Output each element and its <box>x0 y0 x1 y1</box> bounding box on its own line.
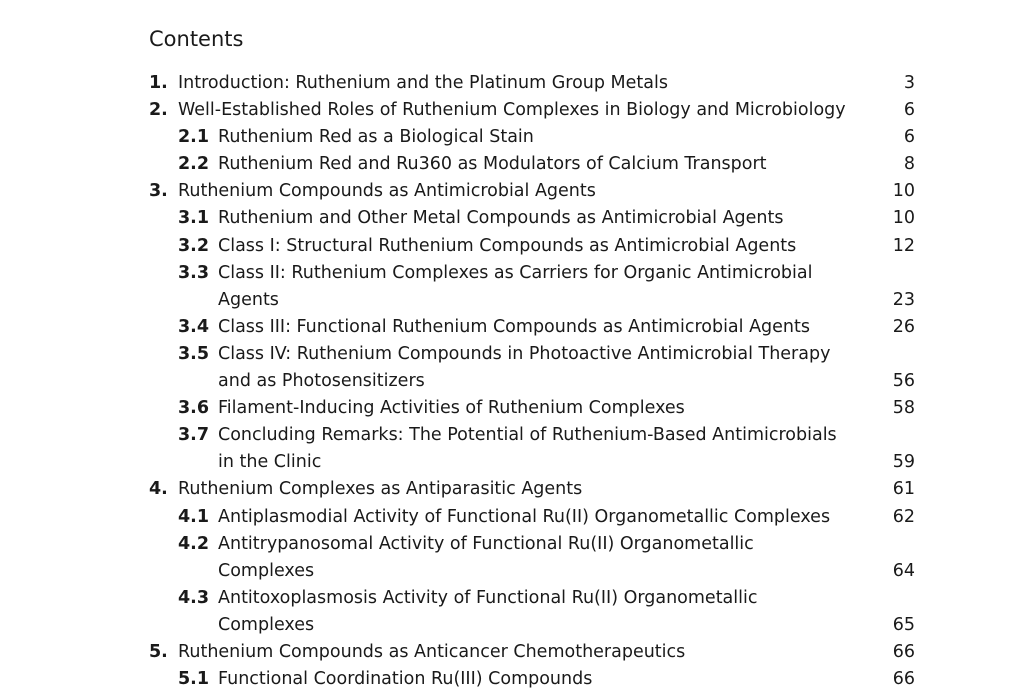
toc-entry-3-3 <box>149 260 915 314</box>
page-number: 3 <box>903 73 915 93</box>
section-title: Class IV: Ruthenium Compounds in Photoactive Antimicrobial Therapy and as Photosensitizers <box>218 343 831 392</box>
section-title: Ruthenium Compounds as Anticancer Chemotherapeutics <box>178 641 686 662</box>
section-number: 4.3 <box>178 587 210 608</box>
section-title: Ruthenium Red and Ru360 as Modulators of Calcium Transport <box>218 154 767 175</box>
section-title: Class I: Structural Ruthenium Compounds as Antimicrobial Agents <box>218 235 797 256</box>
section-number: 5.1 <box>178 669 210 690</box>
section-title: Ruthenium and Other Metal Compounds as Antimicrobial Agents <box>218 208 784 229</box>
section-number: 3.3 <box>178 262 210 283</box>
section-number: 1. <box>149 73 168 93</box>
section-title: Antitrypanosomal Activity of Functional Ru(II) Organometallic Complexes <box>218 533 754 581</box>
page-number: 10 <box>892 208 915 229</box>
page-number: 66 <box>892 669 915 690</box>
toc-entry-3-7 <box>149 422 915 476</box>
page-number: 59 <box>892 452 915 473</box>
toc-entry-4-3 <box>149 585 915 639</box>
section-title: Antitoxoplasmosis Activity of Functional Ru(II) Organometallic Complexes <box>218 587 758 635</box>
toc-entry-2 <box>149 97 915 124</box>
toc-entry-3-5 <box>149 341 915 395</box>
page-number: 56 <box>892 371 915 392</box>
section-number: 4. <box>149 479 168 500</box>
toc-entry-4-1 <box>149 504 915 531</box>
section-number: 3.5 <box>178 343 210 364</box>
section-number: 4.1 <box>178 506 210 527</box>
toc-entry-3-1 <box>149 205 915 232</box>
section-title: Class III: Functional Ruthenium Compounds as Antimicrobial Agents <box>218 316 811 337</box>
section-number: 3.4 <box>178 316 210 337</box>
page-number: 8 <box>903 154 915 175</box>
toc-entry-2-2 <box>149 151 915 178</box>
toc-entry-3 <box>149 178 915 205</box>
toc-entry-3-2 <box>149 233 915 260</box>
section-title: Ruthenium Complexes as Antiparasitic Agents <box>178 479 583 500</box>
page-number: 58 <box>892 398 915 419</box>
toc-entry-3-6 <box>149 395 915 422</box>
section-number: 2.2 <box>178 154 210 175</box>
section-number: 3.6 <box>178 398 210 419</box>
section-title: Ruthenium Red as a Biological Stain <box>218 127 534 148</box>
page-number: 6 <box>903 127 915 148</box>
section-number: 2. <box>149 100 168 121</box>
section-title: Concluding Remarks: The Potential of Ruthenium-Based Antimicrobials in the Clinic <box>218 425 837 473</box>
section-title: Filament-Inducing Activities of Ruthenium Complexes <box>218 398 685 419</box>
section-number: 3.2 <box>178 235 210 256</box>
contents-heading: Contents <box>149 27 244 51</box>
toc-entry-1 <box>149 70 915 97</box>
section-title: Ruthenium Compounds as Antimicrobial Agents <box>178 181 596 202</box>
toc-entry-4 <box>149 476 915 503</box>
page-number: 23 <box>892 289 915 310</box>
section-title: Class II: Ruthenium Complexes as Carriers for Organic Antimicrobial Agents <box>218 262 813 310</box>
page-number: 65 <box>892 614 915 635</box>
page-number: 10 <box>892 181 915 202</box>
section-number: 4.2 <box>178 533 210 554</box>
section-title: Well-Established Roles of Ruthenium Complexes in Biology and Microbiology <box>178 100 846 121</box>
page-number: 26 <box>892 316 915 337</box>
section-number: 3.7 <box>178 425 210 446</box>
section-number: 5. <box>149 641 168 662</box>
page-number: 12 <box>892 235 915 256</box>
section-number: 3.1 <box>178 208 210 229</box>
page-number: 64 <box>892 560 915 581</box>
section-title: Introduction: Ruthenium and the Platinum Group Metals <box>178 73 668 93</box>
section-title: Functional Coordination Ru(III) Compounds <box>218 669 593 690</box>
page-number: 62 <box>892 506 915 527</box>
toc-entry-5 <box>149 639 915 666</box>
section-number: 2.1 <box>178 127 210 148</box>
page-number: 66 <box>892 641 915 662</box>
section-number: 3. <box>149 181 168 202</box>
toc-entry-4-2 <box>149 531 915 585</box>
toc-entry-2-1 <box>149 124 915 151</box>
page-number: 6 <box>903 100 915 121</box>
section-title: Antiplasmodial Activity of Functional Ru(II) Organometallic Complexes <box>218 506 831 527</box>
toc-entry-3-4 <box>149 314 915 341</box>
page-number: 61 <box>892 479 915 500</box>
toc-entry-5-1 <box>149 666 915 693</box>
